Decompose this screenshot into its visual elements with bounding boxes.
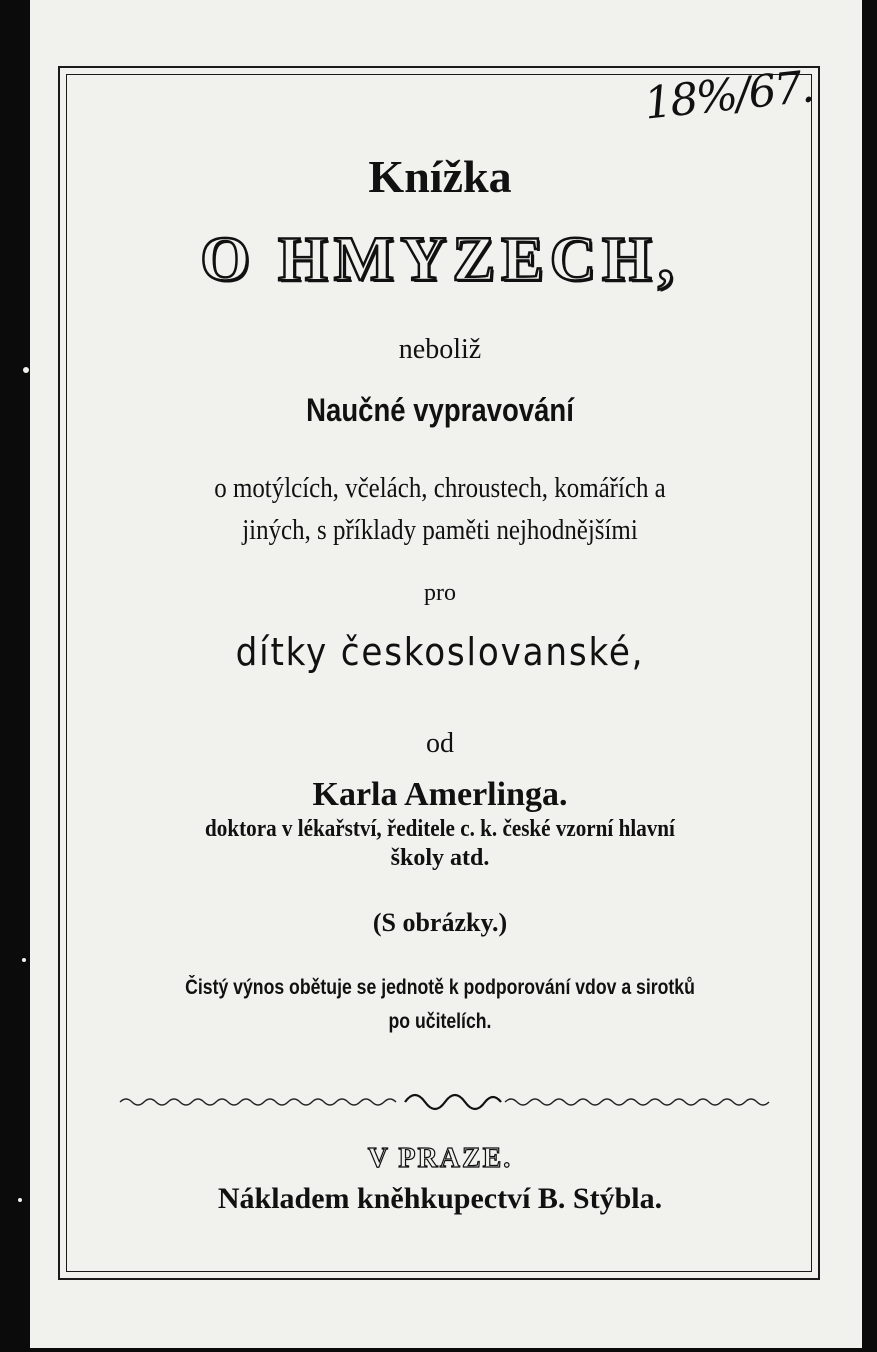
handwritten-shelfmark: 18%/67. [642, 61, 816, 130]
illustrations-note: (S obrázky.) [372, 908, 508, 937]
author-name: Karla Amerlinga. [312, 776, 568, 813]
for-label: pro [424, 580, 456, 606]
author-credentials-line-2: školy atd. [390, 845, 490, 871]
audience: dítky českoslovanské, [235, 630, 645, 674]
description-line-2: jiných, s příklady paměti nejhodnějšími [242, 514, 638, 546]
imprint-place: V PRAZE. [367, 1143, 513, 1174]
description-line-1: o motýlcích, včelách, chroustech, komářích a [214, 472, 666, 504]
binding-edge [0, 0, 30, 1348]
title-line-1: Knížka [368, 151, 512, 202]
dedication-line-1: Čistý výnos obětuje se jednotě k podporování vdov a sirotků [185, 976, 695, 999]
title-line-2: O HMYZECH, [200, 223, 680, 294]
ornament-svg [115, 1088, 780, 1114]
by-label: od [426, 728, 454, 759]
imprint-publisher: Nákladem kněhkupectví B. Stýbla. [217, 1182, 663, 1215]
ornamental-divider [115, 1088, 780, 1114]
author-credentials-line-1: doktora v lékařství, ředitele c. k. české vzorní hlavní [205, 816, 675, 842]
dedication-line-2: po učitelích. [388, 1010, 492, 1033]
subtitle: Naučné vypravování [306, 392, 574, 428]
connector-word: neboliž [398, 334, 482, 365]
binding-marks-svg [0, 0, 30, 1348]
